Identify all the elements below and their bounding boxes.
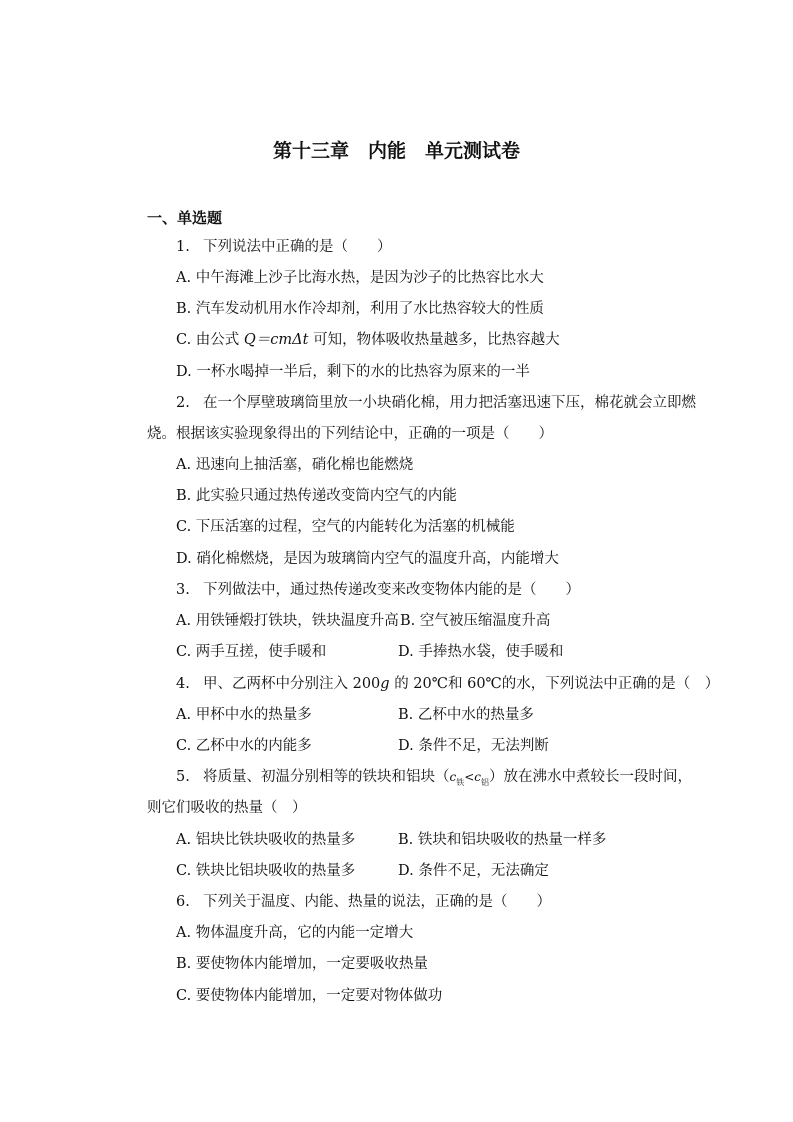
q6-option-b: B. 要使物体内能增加，一定要吸收热量 xyxy=(176,956,428,972)
question-text: 的 20℃和 60℃的水，下列说法中正确的是（ ） xyxy=(394,676,720,692)
question-text: 下列做法中，通过热传递改变来改变物体内能的是（ ） xyxy=(203,582,580,598)
question-2-continued: 烧。根据该实验现象得出的下列结论中，正确的一项是（ ） xyxy=(147,426,553,442)
question-text: 下列说法中正确的是（ ） xyxy=(203,239,392,255)
question-1 xyxy=(176,237,392,257)
unit: g xyxy=(380,676,390,692)
question-5 xyxy=(176,767,692,793)
q5-option-a: A. 铝块比铁块吸收的热量多 xyxy=(176,832,356,848)
q1-option-a: A. 中午海滩上沙子比海水热，是因为沙子的比热容比水大 xyxy=(176,270,544,286)
q1-option-b: B. 汽车发动机用水作冷却剂，利用了水比热容较大的性质 xyxy=(176,301,544,317)
question-text: 甲、乙两杯中分别注入 200 xyxy=(203,676,381,692)
question-2 xyxy=(176,393,696,413)
option-text: C. 由公式 xyxy=(176,332,240,348)
q4-option-d: D. 条件不足，无法判断 xyxy=(398,738,549,754)
formula: Q＝cmΔt xyxy=(243,332,309,348)
question-5-continued: 则它们吸收的热量（ ） xyxy=(147,800,307,816)
symbol-c: c xyxy=(449,770,457,784)
q5-option-b: B. 铁块和铝块吸收的热量一样多 xyxy=(398,832,607,848)
q3-option-a: A. 用铁锤煅打铁块，铁块温度升高 xyxy=(176,613,399,629)
question-number: 5. xyxy=(176,769,190,785)
question-number: 4. xyxy=(176,676,190,692)
q3-option-d: D. 手捧热水袋，使手暖和 xyxy=(398,644,564,660)
question-number: 1. xyxy=(176,239,190,255)
subscript: 铁 xyxy=(456,777,465,787)
question-4 xyxy=(176,674,719,694)
q3-option-c: C. 两手互搓，使手暖和 xyxy=(176,644,327,660)
q4-option-b: B. 乙杯中水的热量多 xyxy=(398,707,534,723)
question-text: 将质量、初温分别相等的铁块和铝块（ xyxy=(203,769,450,785)
q1-option-d: D. 一杯水喝掉一半后，剩下的水的比热容为原来的一半 xyxy=(176,364,530,380)
q3-option-b: B. 空气被压缩温度升高 xyxy=(400,613,551,629)
question-text: 在一个厚壁玻璃筒里放一小块硝化棉，用力把活塞迅速下压，棉花就会立即燃 xyxy=(203,395,696,411)
question-number: 3. xyxy=(176,582,190,598)
question-6 xyxy=(176,892,551,912)
question-text: 下列关于温度、内能、热量的说法，正确的是（ ） xyxy=(203,894,551,910)
q5-option-d: D. 条件不足，无法确定 xyxy=(398,863,549,879)
question-text: ）放在沸水中煮较长一段时间， xyxy=(489,769,693,785)
symbol-c: c xyxy=(474,770,482,784)
q6-option-c: C. 要使物体内能增加，一定要对物体做功 xyxy=(176,988,443,1004)
subscript: 铝 xyxy=(481,777,490,787)
section-heading: 一、单选题 xyxy=(147,209,223,227)
option-text: 可知，物体吸收热量越多，比热容越大 xyxy=(313,332,560,348)
q2-option-a: A. 迅速向上抽活塞，硝化棉也能燃烧 xyxy=(176,457,414,473)
q2-option-d: D. 硝化棉燃烧，是因为玻璃筒内空气的温度升高，内能增大 xyxy=(176,551,559,567)
q5-option-c: C. 铁块比铝块吸收的热量多 xyxy=(176,863,356,879)
q2-option-b: B. 此实验只通过热传递改变筒内空气的内能 xyxy=(176,488,457,504)
page-title: 第十三章 内能 单元测试卷 xyxy=(272,140,520,162)
question-number: 2. xyxy=(176,395,190,411)
question-3 xyxy=(176,580,580,600)
question-number: 6. xyxy=(176,894,190,910)
q6-option-a: A. 物体温度升高，它的内能一定增大 xyxy=(176,925,414,941)
q2-option-c: C. 下压活塞的过程，空气的内能转化为活塞的机械能 xyxy=(176,519,515,535)
q4-option-c: C. 乙杯中水的内能多 xyxy=(176,738,312,754)
less-than: < xyxy=(464,770,475,784)
q4-option-a: A. 甲杯中水的热量多 xyxy=(176,707,312,723)
q1-option-c xyxy=(176,330,560,350)
